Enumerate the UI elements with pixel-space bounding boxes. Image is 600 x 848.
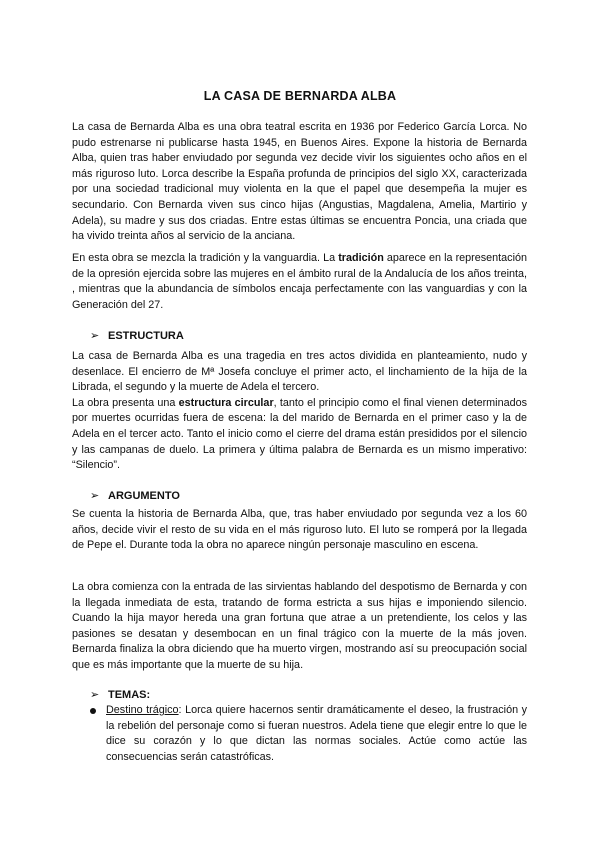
temas-heading — [90, 688, 150, 701]
intro-paragraph-1: La casa de Bernarda Alba es una obra teatral escrita en 1936 por Federico García Lorca. No pudo estrenarse ni publicarse hasta 1945, en Buenos Aires. Expone la historia de Bernarda Alba, quien tras haber enviudado por segunda vez decide vivir los siguientes ocho años en el más riguroso luto. Lorca describe la España profunda de principios del siglo XX, caracterizada por una sociedad tradicional muy violenta en la que el papel que desempeña la mujer es secundario. Con Bernarda viven sus cinco hijas (Angustias, Magdalena, Amelia, Martirio y Adela), su madre y sus dos criadas. Entre estas últimas se encuentra Poncia, una criada que ha vivido treinta años al servicio de la anciana. — [72, 121, 527, 243]
argumento-paragraph-1: Se cuenta la historia de Bernarda Alba, que, tras haber enviudado por segunda vez a los 60 años, decide vivir el resto de su vida en el más riguroso luto. El luto se romperá por la llegada de Pepe el. Durante toda la obra no aparece ningún personaje masculino en escena. — [72, 508, 527, 552]
intro-p2-bold: tradición — [338, 252, 384, 264]
estructura-heading — [90, 329, 184, 342]
estructura-section — [72, 349, 527, 474]
bullet-dot-icon — [90, 708, 96, 714]
arrow-bullet-icon: ➢ — [90, 490, 100, 502]
arrow-bullet-icon: ➢ — [90, 330, 100, 342]
argumento-paragraph-2: La obra comienza con la entrada de las sirvientas hablando del despotismo de Bernarda y con la llegada inmediata de esta, tratando de forma estricta a sus hijas e imponiendo silencio. Cuando la hija mayor hereda una gran fortuna que atrae a un pretendiente, los celos y las pasiones se desatan y desembocan en un final trágico con la muerte de la más joven. Bernarda finaliza la obra diciendo que ha muerto virgen, mostrando así su preocupación social que es más importante que la muerte de su hija. — [72, 581, 527, 671]
temas-item-body: : Lorca quiere hacernos sentir dramáticamente el deseo, la frustración y la rebelión del personaje como si fueran nuestros. Adela tiene que elegir entre lo que le dice su corazón y lo que dictan las normas sociales. Actúe como actúe las consecuencias serán catastróficas. — [106, 704, 528, 763]
temas-item-text — [106, 703, 527, 765]
intro-p2-text-b: aparece en la representación de la opresión ejercida sobre las mujeres en el ámbito rural de la Andalucía de los años treinta, , mientras que la abundancia de símbolos encaja perfectamente con las vanguardias y con la Generación del 27. — [72, 252, 527, 311]
temas-list-item — [90, 703, 527, 765]
argumento-paragraph-1-block — [72, 507, 527, 554]
estructura-p2-text-a: La obra presenta una — [72, 396, 179, 409]
intro-p2-text-a: En esta obra se mezcla la tradición y la vanguardia. La — [72, 252, 339, 264]
arrow-bullet-icon: ➢ — [90, 689, 100, 701]
argumento-heading — [90, 489, 180, 502]
document-title: LA CASA DE BERNARDA ALBA — [203, 89, 397, 103]
estructura-p2-bold: estructura circular — [178, 396, 274, 409]
intro-paragraph-2-block — [72, 251, 527, 313]
temas-heading-text: TEMAS: — [108, 689, 151, 701]
argumento-heading-text: ARGUMENTO — [108, 490, 180, 502]
estructura-heading-text: ESTRUCTURA — [108, 330, 184, 342]
estructura-paragraph-1: La casa de Bernarda Alba es una tragedia en tres actos dividida en planteamiento, nudo y desenlace. El encierro de Mª Josefa concluye el primer acto, el linchamiento de la hija de la Librada, el segundo y la muerte de Adela el tercero. — [72, 350, 527, 394]
intro-paragraph-2 — [72, 251, 527, 313]
intro-section — [72, 120, 527, 245]
argumento-paragraph-2-block — [72, 580, 527, 674]
temas-item-label: Destino trágico — [106, 704, 179, 716]
estructura-paragraph-2 — [72, 396, 527, 474]
estructura-p2-text-b: , tanto el principio como el final vienen determinados por muertes ocurridas fuera de escena: la del marido de Bernarda en el primer caso y la de Adela en el tercer acto. Tanto el inicio como el cierre del drama están presididos por el silencio y las campanas de duelo. La primera y última palabra de Bernarda es un mismo imperativo: “Silencio”. — [72, 396, 527, 472]
